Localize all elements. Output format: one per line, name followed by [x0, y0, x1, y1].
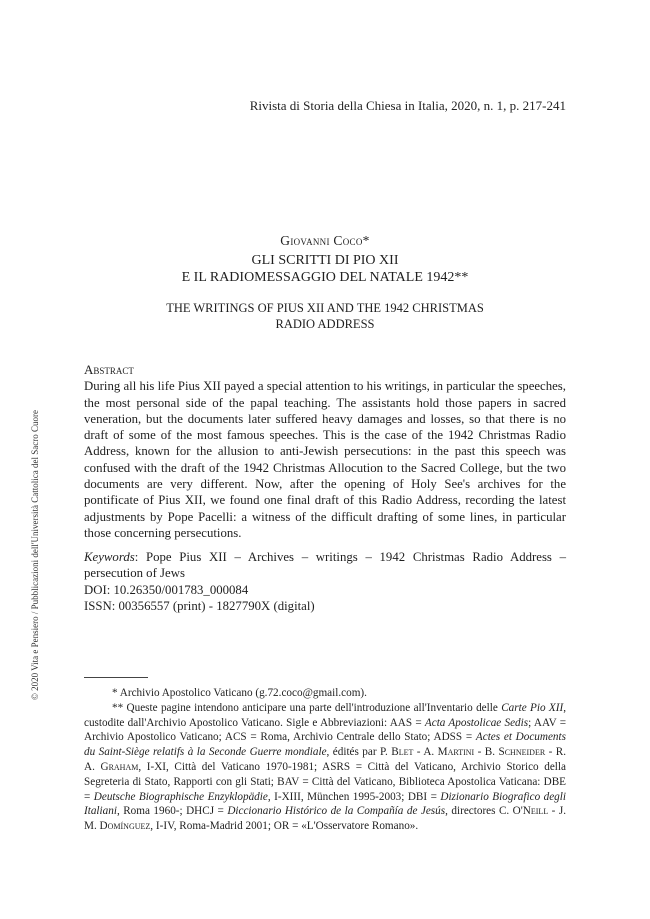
fn-text: - B.	[474, 746, 499, 759]
footnote-rule	[84, 677, 148, 678]
fn-text: , I-XI, Città del Vaticano 1970-1981; ASRS = Città del Vaticano, Archivio Storico della Segreteria di Stato, Rapporti con gli Stati; BAV = Città del Vaticano, Biblioteca Apostolica Vaticana: DBE =	[84, 760, 566, 803]
fn-italic: Acta Apostolicae Sedis	[424, 716, 529, 729]
footnote-2	[84, 701, 566, 834]
title-english	[84, 300, 566, 332]
abstract	[84, 362, 566, 541]
fn-italic: Carte Pio XII	[501, 701, 564, 714]
fn-text: - A.	[413, 746, 438, 759]
fn-smallcaps: Blet	[391, 746, 414, 759]
fn-smallcaps: Martini	[437, 746, 475, 759]
title-english-line1: THE WRITINGS OF PIUS XII AND THE 1942 CHRISTMAS	[166, 301, 484, 315]
fn-text: , directores C. O'	[445, 805, 523, 818]
title-italian-line2: E IL RADIOMESSAGGIO DEL NATALE 1942**	[181, 270, 469, 285]
copyright-sidebar: © 2020 Vita e Pensiero / Pubblicazioni dell'Università Cattolica del Sacro Cuore	[30, 410, 40, 700]
abstract-body: During all his life Pius XII payed a special attention to his writings, in particular the speeches, the most personal side of the papal teaching. The assistants hold those papers in sacred veneration, but the documents later suffered heavy damages and losses, so that there is no draft of some of the most famous speeches. This is the case of the 1942 Christmas Radio Address, known for the allusion to anti-Jewish persecutions: in the past this speech was confused with the draft of the 1942 Christmas Allocution to the Sacred College, but the two documents are very different. Now, after the opening of Holy See's archives for the pontificate of Pius XII, we found one final draft of this Radio Address, recording the latest adjustments by Pope Pacelli: a witness of the difficult drafting of some lines, in particular those concerning persecutions.	[84, 379, 566, 540]
abstract-heading: Abstract	[84, 362, 134, 377]
fn-text: , Roma 1960-; DHCJ =	[116, 805, 228, 818]
title-english-line2: RADIO ADDRESS	[275, 317, 375, 331]
keywords-text: : Pope Pius XII – Archives – writings – 1942 Christmas Radio Address – persecution of Jews	[84, 550, 566, 581]
fn-text: , édités par P.	[326, 746, 392, 759]
fn-smallcaps: Graham	[100, 760, 139, 773]
fn-text: - J. M.	[84, 805, 567, 833]
keywords	[84, 549, 566, 582]
keywords-block	[84, 549, 566, 614]
fn-italic: Dizionario Biografico degli Italiani	[84, 790, 566, 818]
fn-text: , custodite dall'Archivio Apostolico Vaticano. Sigle e Abbreviazioni: AAS =	[84, 701, 566, 729]
fn-italic: Diccionario Histórico de la Compañía de Jesús	[227, 805, 446, 818]
issn: ISSN: 00356557 (print) - 1827790X (digital)	[84, 598, 315, 613]
fn-text: , I-IV, Roma-Madrid 2001; OR = «L'Osservatore Romano».	[150, 820, 419, 833]
doi: DOI: 10.26350/001783_000084	[84, 582, 249, 597]
fn-text: - R. A.	[84, 746, 567, 773]
fn-italic: Deutsche Biographische Enzyklopädie	[93, 790, 268, 803]
fn-smallcaps: Schneider	[498, 746, 546, 759]
footnotes	[84, 686, 566, 834]
fn-italic: Actes et Documents du Saint-Siège relatifs à la Seconde Guerre mondiale	[84, 731, 566, 759]
keywords-label: Keywords	[84, 550, 135, 564]
author-name: Giovanni Coco*	[280, 233, 370, 248]
running-head: Rivista di Storia della Chiesa in Italia, 2020, n. 1, p. 217-241	[249, 98, 566, 113]
footnote-1: * Archivio Apostolico Vaticano (g.72.coco@gmail.com).	[112, 687, 367, 699]
title-italian	[84, 252, 566, 286]
fn-text: ; AAV = Archivio Apostolico Vaticano; ACS = Roma, Archivio Centrale dello Stato; ADSS =	[84, 716, 567, 744]
title-italian-line1: GLI SCRITTI DI PIO XII	[251, 253, 399, 268]
fn-smallcaps: Neill	[522, 805, 549, 818]
fn-text: ** Queste pagine intendono anticipare una parte dell'introduzione all'Inventario delle	[112, 701, 502, 714]
fn-text: , I-XIII, München 1995-2003; DBI =	[267, 790, 441, 803]
fn-smallcaps: Domínguez	[99, 820, 151, 833]
